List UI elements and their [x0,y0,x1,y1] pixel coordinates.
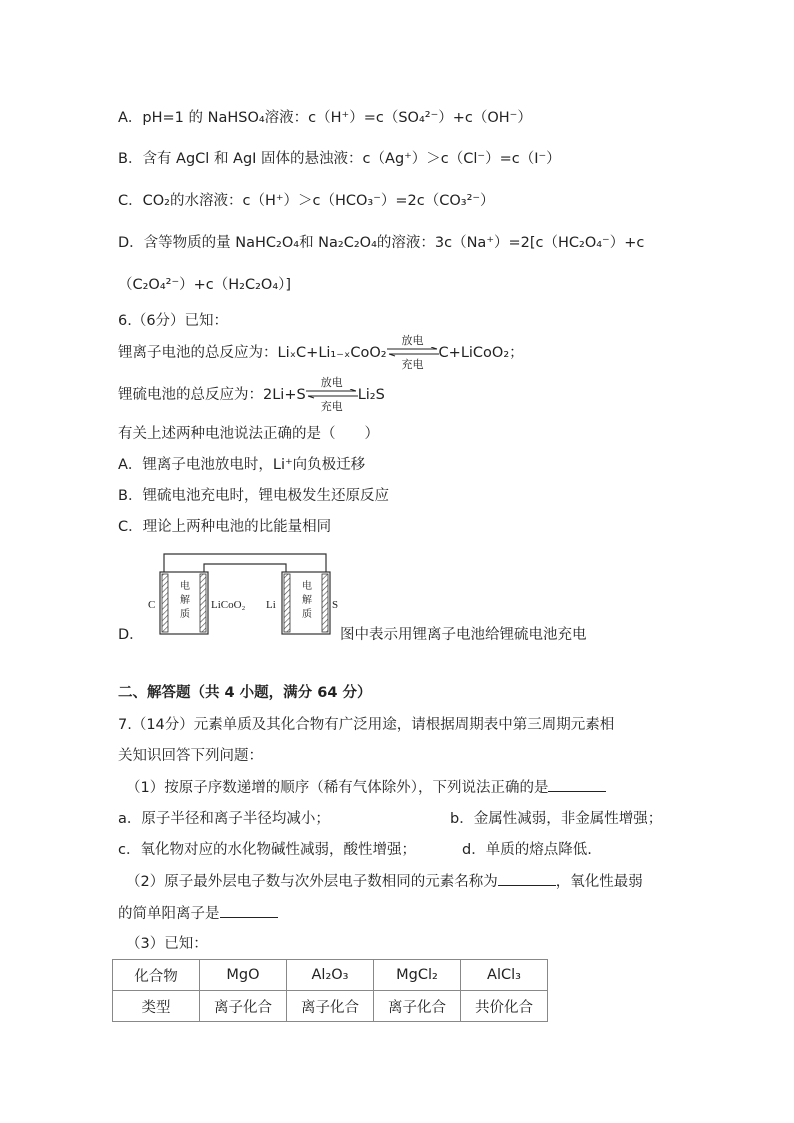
arrow-label-discharge: 放电 [401,334,424,347]
q7-part2-text-2: ，氧化性最弱 [555,874,643,890]
q6-option-c: C．理论上两种电池的比能量相同 [118,519,332,535]
left-electrode-c [162,574,168,632]
table-cell: MgO [200,960,287,991]
table-cell: Al₂O₃ [287,960,374,991]
q7-part2-line2 [118,903,278,924]
table-cell: 共价化合 [461,991,548,1022]
table-cell: 类型 [113,991,200,1022]
label-c: C [148,599,156,611]
q7-part1-text: （1）按原子序数递增的顺序（稀有气体除外），下列说法正确的是 [126,780,549,796]
q7-option-a: a．原子半径和离子半径均减小； [118,811,330,827]
compound-table [112,959,548,1022]
right-electrolyte-char-2: 解 [302,595,312,606]
q7-option-b: b．金属性减弱，非金属性增强； [450,811,663,827]
battery-diagram [140,552,340,646]
arrow-label-charge: 充电 [320,400,343,413]
answer-blank[interactable] [498,871,556,886]
table-row [113,991,548,1022]
q6-reaction-2 [118,376,385,413]
q7-part2-text-1: （2）原子最外层电子数与次外层电子数相同的元素名称为 [126,874,498,890]
q5-option-a: A．pH=1 的 NaHSO₄溶液：c（H⁺）=c（SO₄²⁻）+c（OH⁻） [118,110,532,126]
table-cell: AlCl₃ [461,960,548,991]
inner-wire [204,564,286,572]
table-cell: 离子化合 [200,991,287,1022]
arrow-label-charge: 充电 [401,358,424,371]
section-heading: 二、解答题（共 4 小题，满分 64 分） [118,685,372,701]
right-electrode-li [284,574,290,632]
answer-blank[interactable] [220,903,278,918]
q7-option-d: d．单质的熔点降低. [462,842,592,858]
q5-option-d-line2: （C₂O₄²⁻）+c（H₂C₂O₄）] [118,277,292,293]
q7-stem-line2: 关知识回答下列问题： [118,748,263,764]
reaction-2-right: Li₂S [357,387,385,403]
reaction-2-left: 锂硫电池的总反应为：2Li+S [118,387,306,403]
q7-part2-line1 [126,871,643,892]
left-electrolyte-char-3: 质 [180,609,190,620]
label-s: S [332,599,339,611]
q7-stem-line1: 7.（14分）元素单质及其化合物有广泛用途，请根据周期表中第三周期元素相 [118,717,615,733]
q7-option-c: c．氧化物对应的水化物碱性减弱，酸性增强； [118,842,416,858]
right-electrode-s [322,574,328,632]
left-electrolyte-char-1: 电 [180,581,190,592]
reversible-arrow [387,334,439,371]
q6-reaction-1 [118,334,524,371]
q7-part3: （3）已知： [126,936,208,952]
q6-stem: 6.（6分）已知： [118,313,229,329]
q5-option-c: C．CO₂的水溶液：c（H⁺）＞c（HCO₃⁻）=2c（CO₃²⁻） [118,193,495,209]
right-electrolyte-char-3: 质 [302,609,312,620]
reaction-1-right: C+LiCoO₂； [438,345,524,361]
q7-part2-text-3: 的简单阳离子是 [118,906,220,922]
left-electrolyte-char-2: 解 [180,595,190,606]
right-electrolyte-char-1: 电 [302,581,312,592]
q7-part1 [126,777,606,798]
q6-option-b: B．锂硫电池充电时，锂电极发生还原反应 [118,488,389,504]
label-licoo2: LiCoO₂ [211,599,246,611]
q6-option-d-text: 图中表示用锂离子电池给锂硫电池充电 [340,627,587,643]
label-li: Li [266,599,276,611]
table-cell: 化合物 [113,960,200,991]
q6-question: 有关上述两种电池说法正确的是（ ） [118,426,379,442]
reaction-1-left: 锂离子电池的总反应为：LiₓC+Li₁₋ₓCoO₂ [118,345,387,361]
table-cell: 离子化合 [374,991,461,1022]
reversible-arrow [306,376,358,413]
q6-option-a: A．锂离子电池放电时，Li⁺向负极迁移 [118,457,366,473]
q6-option-d-label: D． [118,627,144,643]
outer-wire [164,554,326,572]
table-cell: 离子化合 [287,991,374,1022]
table-header-row [113,960,548,991]
left-electrode-licoo2 [200,574,206,632]
q5-option-b: B．含有 AgCl 和 AgI 固体的悬浊液：c（Ag⁺）＞c（Cl⁻）=c（I⁻） [118,151,561,167]
table-cell: MgCl₂ [374,960,461,991]
arrow-label-discharge: 放电 [320,376,343,389]
answer-blank[interactable] [548,777,606,792]
q5-option-d-line1: D．含等物质的量 NaHC₂O₄和 Na₂C₂O₄的溶液：3c（Na⁺）=2[c（HC₂O₄⁻）+c [118,235,645,251]
